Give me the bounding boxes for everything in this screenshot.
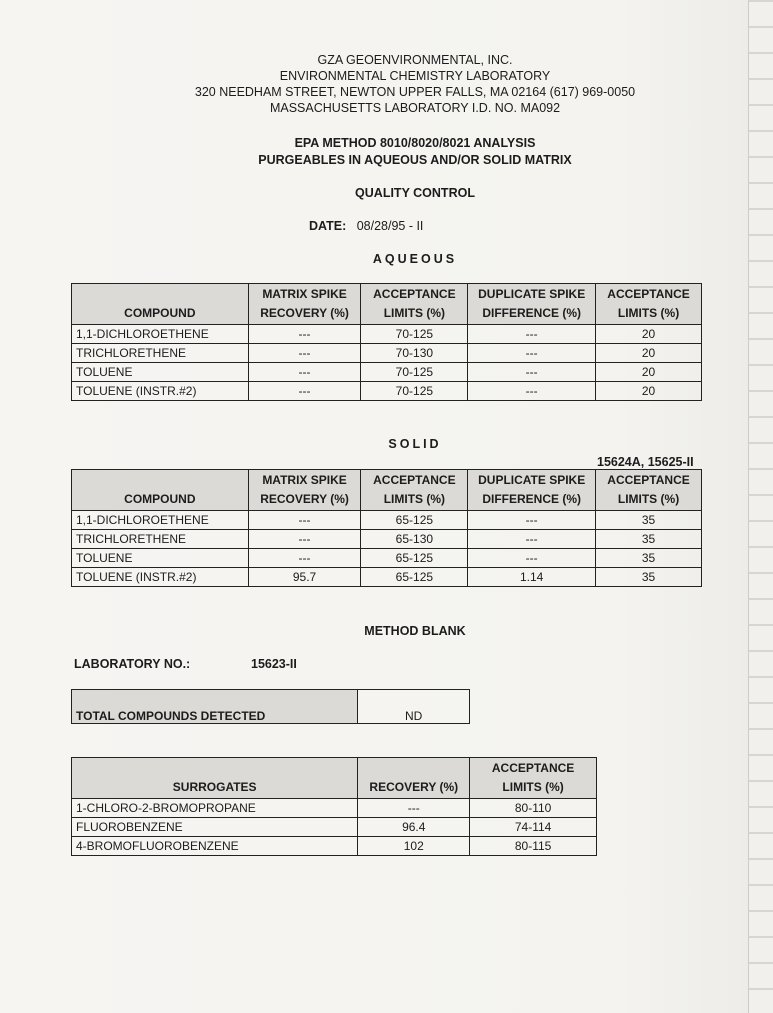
value-cell: --- xyxy=(468,530,596,549)
value-cell: --- xyxy=(248,382,361,401)
table-row xyxy=(72,799,597,818)
value-cell: 80-110 xyxy=(470,799,597,818)
value-cell: 1.14 xyxy=(468,568,596,587)
lab-name: ENVIRONMENTAL CHEMISTRY LABORATORY xyxy=(279,69,551,83)
row-label-cell: TOLUENE xyxy=(72,363,249,382)
value-cell: 35 xyxy=(596,568,702,587)
row-label-cell: 1,1-DICHLOROETHENE xyxy=(72,511,249,530)
value-cell: --- xyxy=(248,530,361,549)
method-line-1: EPA METHOD 8010/8020/8021 ANALYSIS xyxy=(294,136,536,150)
value-cell: 70-125 xyxy=(361,325,468,344)
date-value: 08/28/95 - II xyxy=(356,219,424,233)
solid-title: SOLID xyxy=(388,437,442,451)
value-cell: 20 xyxy=(596,363,702,382)
table-row xyxy=(72,325,702,344)
value-cell: --- xyxy=(468,511,596,530)
value-cell: --- xyxy=(468,344,596,363)
value-cell: --- xyxy=(468,382,596,401)
aqueous-header-row xyxy=(72,284,702,325)
column-header: DUPLICATE SPIKE DIFFERENCE (%) xyxy=(468,470,596,511)
value-cell: 95.7 xyxy=(248,568,361,587)
lab-id: MASSACHUSETTS LABORATORY I.D. NO. MA092 xyxy=(269,101,561,115)
row-label-cell: TOLUENE (INSTR.#2) xyxy=(72,568,249,587)
value-cell: 65-125 xyxy=(361,549,468,568)
value-cell: 70-130 xyxy=(361,344,468,363)
value-cell: --- xyxy=(358,799,470,818)
value-cell: 20 xyxy=(596,344,702,363)
table-row xyxy=(72,511,702,530)
column-header: ACCEPTANCE LIMITS (%) xyxy=(596,284,702,325)
total-compounds-value: ND xyxy=(358,690,470,724)
row-label-cell: TOLUENE xyxy=(72,549,249,568)
date-label: DATE: xyxy=(309,219,347,233)
aqueous-table xyxy=(71,283,702,401)
column-header: MATRIX SPIKE RECOVERY (%) xyxy=(248,470,361,511)
value-cell: 35 xyxy=(596,511,702,530)
method-line-2: PURGEABLES IN AQUEOUS AND/OR SOLID MATRIX xyxy=(258,153,572,167)
value-cell: --- xyxy=(248,549,361,568)
solid-sample-ids: 15624A, 15625-II xyxy=(597,455,694,469)
value-cell: 80-115 xyxy=(470,837,597,856)
value-cell: 20 xyxy=(596,325,702,344)
row-label-cell: 1,1-DICHLOROETHENE xyxy=(72,325,249,344)
table-row xyxy=(72,382,702,401)
aqueous-title: AQUEOUS xyxy=(372,252,458,266)
value-cell: 65-130 xyxy=(361,530,468,549)
value-cell: 20 xyxy=(596,382,702,401)
table-row xyxy=(72,530,702,549)
table-row xyxy=(72,818,597,837)
table-row xyxy=(72,568,702,587)
letterhead xyxy=(0,52,773,116)
row-label-cell: TOLUENE (INSTR.#2) xyxy=(72,382,249,401)
method-title xyxy=(0,135,773,169)
total-compounds-row xyxy=(72,690,470,724)
value-cell: --- xyxy=(468,549,596,568)
total-compounds-table xyxy=(71,689,470,724)
table-row xyxy=(72,549,702,568)
table-row xyxy=(72,363,702,382)
column-header: RECOVERY (%) xyxy=(358,758,470,799)
value-cell: 70-125 xyxy=(361,363,468,382)
value-cell: 35 xyxy=(596,530,702,549)
surrogates-table xyxy=(71,757,597,856)
column-header: MATRIX SPIKE RECOVERY (%) xyxy=(248,284,361,325)
table-row xyxy=(72,837,597,856)
company-name: GZA GEOENVIRONMENTAL, INC. xyxy=(317,53,513,67)
row-label-cell: 4-BROMOFLUOROBENZENE xyxy=(72,837,358,856)
lab-no-label: LABORATORY NO.: xyxy=(74,657,191,671)
aqueous-body xyxy=(72,325,702,401)
value-cell: 65-125 xyxy=(361,568,468,587)
column-header: SURROGATES xyxy=(72,758,358,799)
value-cell: --- xyxy=(248,344,361,363)
solid-header-row xyxy=(72,470,702,511)
value-cell: 74-114 xyxy=(470,818,597,837)
row-label-cell: FLUOROBENZENE xyxy=(72,818,358,837)
value-cell: --- xyxy=(468,363,596,382)
surrogates-header-row xyxy=(72,758,597,799)
solid-body xyxy=(72,511,702,587)
value-cell: 35 xyxy=(596,549,702,568)
qc-title: QUALITY CONTROL xyxy=(355,186,475,200)
lab-address: 320 NEEDHAM STREET, NEWTON UPPER FALLS, MA 02164 (617) 969-0050 xyxy=(194,85,636,99)
row-label-cell: TRICHLORETHENE xyxy=(72,344,249,363)
value-cell: --- xyxy=(248,363,361,382)
column-header: ACCEPTANCE LIMITS (%) xyxy=(470,758,597,799)
column-header: COMPOUND xyxy=(72,470,249,511)
column-header: DUPLICATE SPIKE DIFFERENCE (%) xyxy=(468,284,596,325)
value-cell: 70-125 xyxy=(361,382,468,401)
date-line xyxy=(309,219,423,233)
value-cell: 96.4 xyxy=(358,818,470,837)
value-cell: --- xyxy=(248,511,361,530)
row-label-cell: TRICHLORETHENE xyxy=(72,530,249,549)
value-cell: 65-125 xyxy=(361,511,468,530)
row-label-cell: 1-CHLORO-2-BROMOPROPANE xyxy=(72,799,358,818)
table-row xyxy=(72,344,702,363)
value-cell: --- xyxy=(468,325,596,344)
lab-no-value: 15623-II xyxy=(251,657,297,671)
method-blank-title: METHOD BLANK xyxy=(364,624,466,638)
solid-table xyxy=(71,469,702,587)
column-header: ACCEPTANCE LIMITS (%) xyxy=(596,470,702,511)
column-header: ACCEPTANCE LIMITS (%) xyxy=(361,284,468,325)
total-compounds-label: TOTAL COMPOUNDS DETECTED xyxy=(72,690,358,724)
column-header: ACCEPTANCE LIMITS (%) xyxy=(361,470,468,511)
value-cell: 102 xyxy=(358,837,470,856)
surrogates-body xyxy=(72,799,597,856)
value-cell: --- xyxy=(248,325,361,344)
column-header: COMPOUND xyxy=(72,284,249,325)
